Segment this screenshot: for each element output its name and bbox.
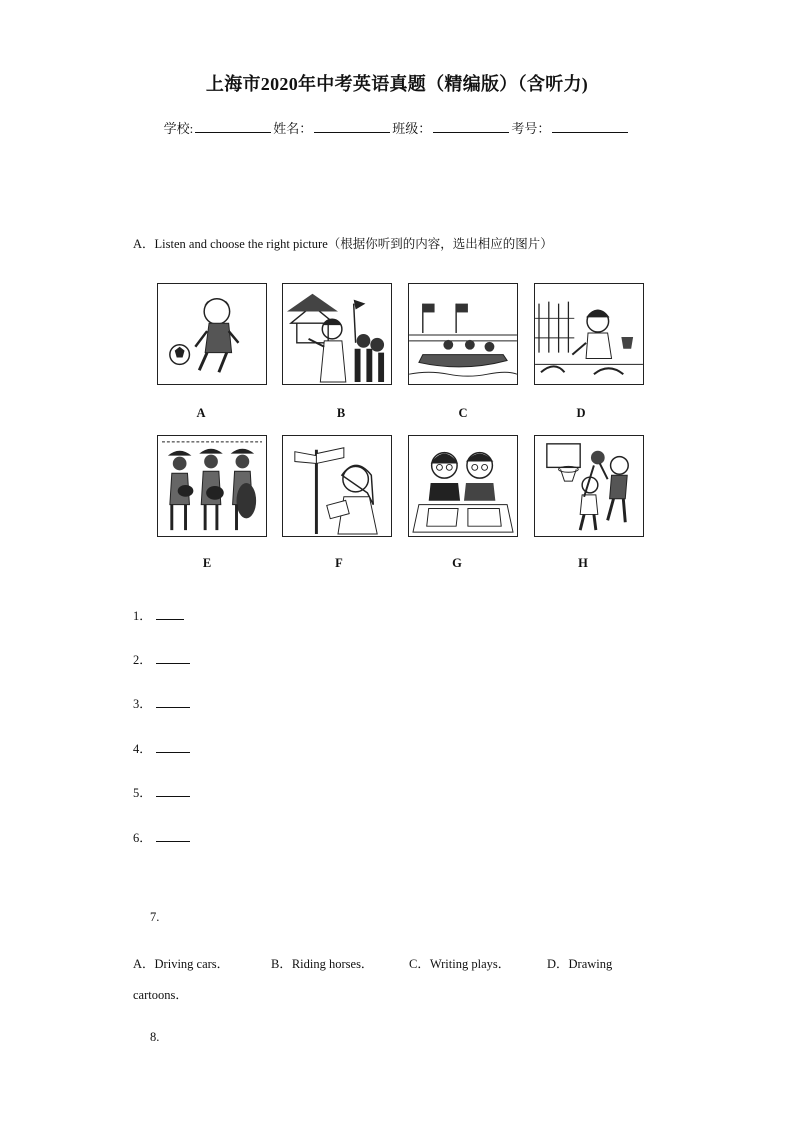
cowboy-band-icon: [158, 436, 266, 536]
option-d-continuation: cartoons．: [133, 988, 188, 1002]
picture-b: [282, 283, 392, 385]
picture-label-f: F: [335, 556, 343, 570]
tour-guide-icon: [283, 284, 391, 384]
answer-3: [133, 694, 190, 712]
picture-label-g: G: [452, 556, 462, 570]
soccer-boy-icon: [158, 284, 266, 384]
answer-blank[interactable]: [156, 652, 190, 664]
picture-label-c: C: [458, 406, 468, 420]
picture-g: [408, 435, 518, 537]
school-blank[interactable]: [195, 120, 271, 133]
option-b[interactable]: B．Riding horses．: [271, 957, 374, 971]
id-blank[interactable]: [552, 120, 628, 133]
picture-a: [157, 283, 267, 385]
question-7-options: [133, 954, 612, 972]
picture-h: [534, 435, 644, 537]
option-d[interactable]: D．Drawing: [547, 957, 613, 971]
answer-number: 3．: [133, 697, 152, 711]
answer-number: 5．: [133, 786, 152, 800]
name-label: 姓名：: [273, 121, 313, 136]
question-7-number: 7.: [150, 910, 160, 924]
picture-c: [408, 283, 518, 385]
answer-blank[interactable]: [156, 608, 184, 620]
class-label: 班级：: [392, 121, 432, 136]
studying-students-icon: [409, 436, 517, 536]
id-label: 考号：: [511, 121, 551, 136]
basketball-kids-icon: [535, 436, 643, 536]
school-label: 学校:: [163, 121, 194, 136]
option-c[interactable]: C．Writing plays．: [409, 957, 511, 971]
picture-d: [534, 283, 644, 385]
student-info-line: [0, 118, 794, 137]
answer-blank[interactable]: [156, 696, 190, 708]
picture-f: [282, 435, 392, 537]
page-title: 上海市2020年中考英语真题（精编版）（含听力): [205, 74, 589, 94]
answer-1: [133, 606, 184, 624]
answer-2: [133, 650, 190, 668]
class-blank[interactable]: [433, 120, 509, 133]
answer-blank[interactable]: [156, 830, 190, 842]
picture-label-e: E: [202, 556, 212, 570]
answer-blank[interactable]: [156, 785, 190, 797]
picture-label-h: H: [578, 556, 588, 570]
picture-label-a: A: [196, 406, 206, 420]
picture-e: [157, 435, 267, 537]
option-a[interactable]: A．Driving cars．: [133, 957, 230, 971]
picture-label-b: B: [336, 406, 346, 420]
rowing-boat-icon: [409, 284, 517, 384]
picture-label-d: D: [576, 406, 586, 420]
gardening-girl-icon: [535, 284, 643, 384]
section-a-instruction: A．Listen and choose the right picture（根据你听到的内容，选出相应的图片）: [133, 237, 553, 251]
answer-blank[interactable]: [156, 741, 190, 753]
answer-4: [133, 739, 190, 757]
answer-number: 1．: [133, 609, 152, 623]
signpost-girl-icon: [283, 436, 391, 536]
question-8-number: 8.: [150, 1030, 160, 1044]
answer-number: 6．: [133, 831, 152, 845]
answer-number: 2．: [133, 653, 152, 667]
answer-6: [133, 828, 190, 846]
answer-5: [133, 783, 190, 801]
name-blank[interactable]: [314, 120, 390, 133]
answer-number: 4．: [133, 742, 152, 756]
